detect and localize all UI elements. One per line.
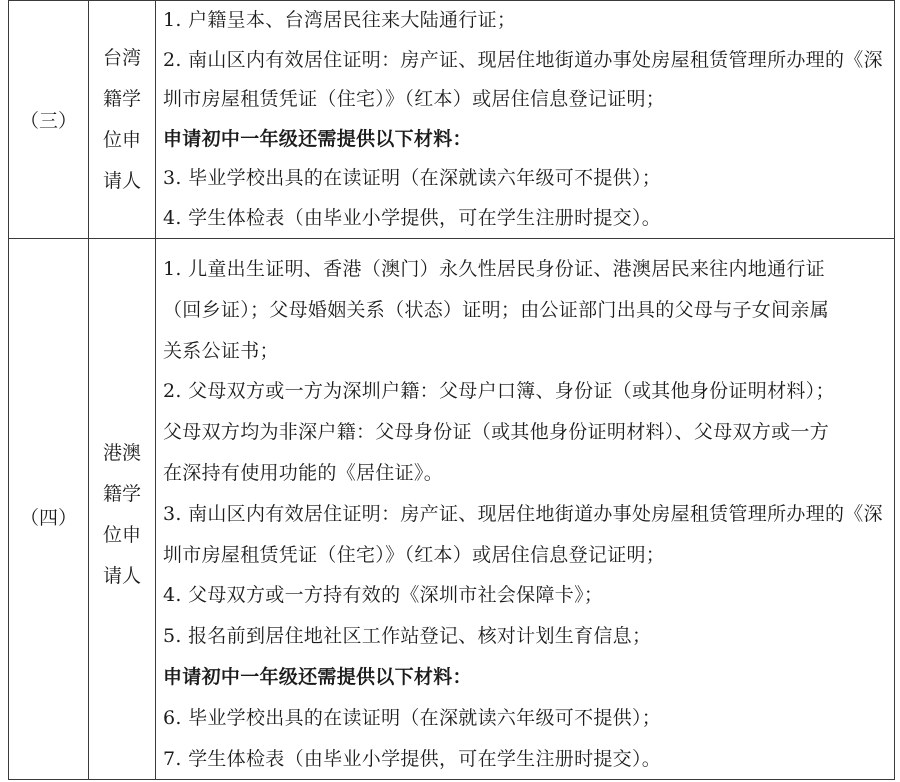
requirement-line: 圳市房屋租赁凭证（住宅）》（红本）或居住信息登记证明；: [163, 543, 666, 566]
category-label-line: 港澳: [102, 442, 141, 465]
category-label-line: 台湾: [102, 46, 141, 69]
category-label-line: 请人: [102, 565, 141, 588]
requirements-table: [8, 0, 895, 780]
table-row-hkmacao: [9, 239, 895, 780]
requirement-line: 4. 学生体检表（由毕业小学提供，可在学生注册时提交）。: [163, 206, 662, 229]
requirement-line: 7. 学生体检表（由毕业小学提供，可在学生注册时提交）。: [163, 747, 662, 770]
requirements-cell: [156, 239, 895, 780]
requirement-line: 关系公证书；: [163, 339, 279, 362]
category-label-line: 籍学: [102, 483, 141, 506]
category-label-line: 位申: [102, 128, 141, 151]
requirement-line: 3. 南山区内有效居住证明：房产证、现居住地街道办事处房屋租赁管理所办理的《深: [163, 502, 883, 525]
category-label-line: 请人: [102, 169, 141, 192]
section-number: （三）: [9, 1, 89, 239]
category-label-line: 位申: [102, 524, 141, 547]
requirement-line: 2. 南山区内有效居住证明：房产证、现居住地街道办事处房屋租赁管理所办理的《深: [163, 48, 883, 71]
requirement-line: 3. 毕业学校出具的在读证明（在深就读六年级可不提供）；: [163, 167, 662, 189]
category-cell: [89, 1, 156, 239]
requirement-line: 圳市房屋租赁凭证（住宅）》（红本）或居住信息登记证明；: [163, 88, 666, 110]
section-number: （四）: [9, 239, 89, 780]
requirement-line: 在深持有使用功能的《居住证》。: [163, 461, 444, 484]
category-label-line: 籍学: [102, 87, 141, 110]
table-row-taiwan: [9, 1, 895, 239]
requirement-line: 父母双方均为非深户籍：父母身份证（或其他身份证明材料）、父母双方或一方: [163, 421, 830, 444]
requirement-line: 1. 儿童出生证明、香港（澳门）永久性居民身份证、港澳居民来往内地通行证: [163, 258, 825, 280]
subheading: 申请初中一年级还需提供以下材料：: [163, 127, 472, 150]
requirement-line: 5. 报名前到居住地社区工作站登记、核对计划生育信息；: [163, 625, 652, 648]
requirement-line: 1. 户籍呈本、台湾居民往来大陆通行证；: [163, 9, 517, 31]
requirement-line: 6. 毕业学校出具的在读证明（在深就读六年级可不提供）；: [163, 706, 662, 729]
requirements-cell: [156, 1, 895, 239]
requirement-line: （回乡证）；父母婚姻关系（状态）证明；由公证部门出具的父母与子女间亲属: [163, 298, 830, 321]
requirement-line: 4. 父母双方或一方持有效的《深圳市社会保障卡》；: [163, 584, 604, 607]
subheading: 申请初中一年级还需提供以下材料：: [163, 665, 472, 688]
category-cell: [89, 239, 156, 780]
requirement-line: 2. 父母双方或一方为深圳户籍：父母户口簿、身份证（或其他身份证明材料）；: [163, 380, 835, 403]
